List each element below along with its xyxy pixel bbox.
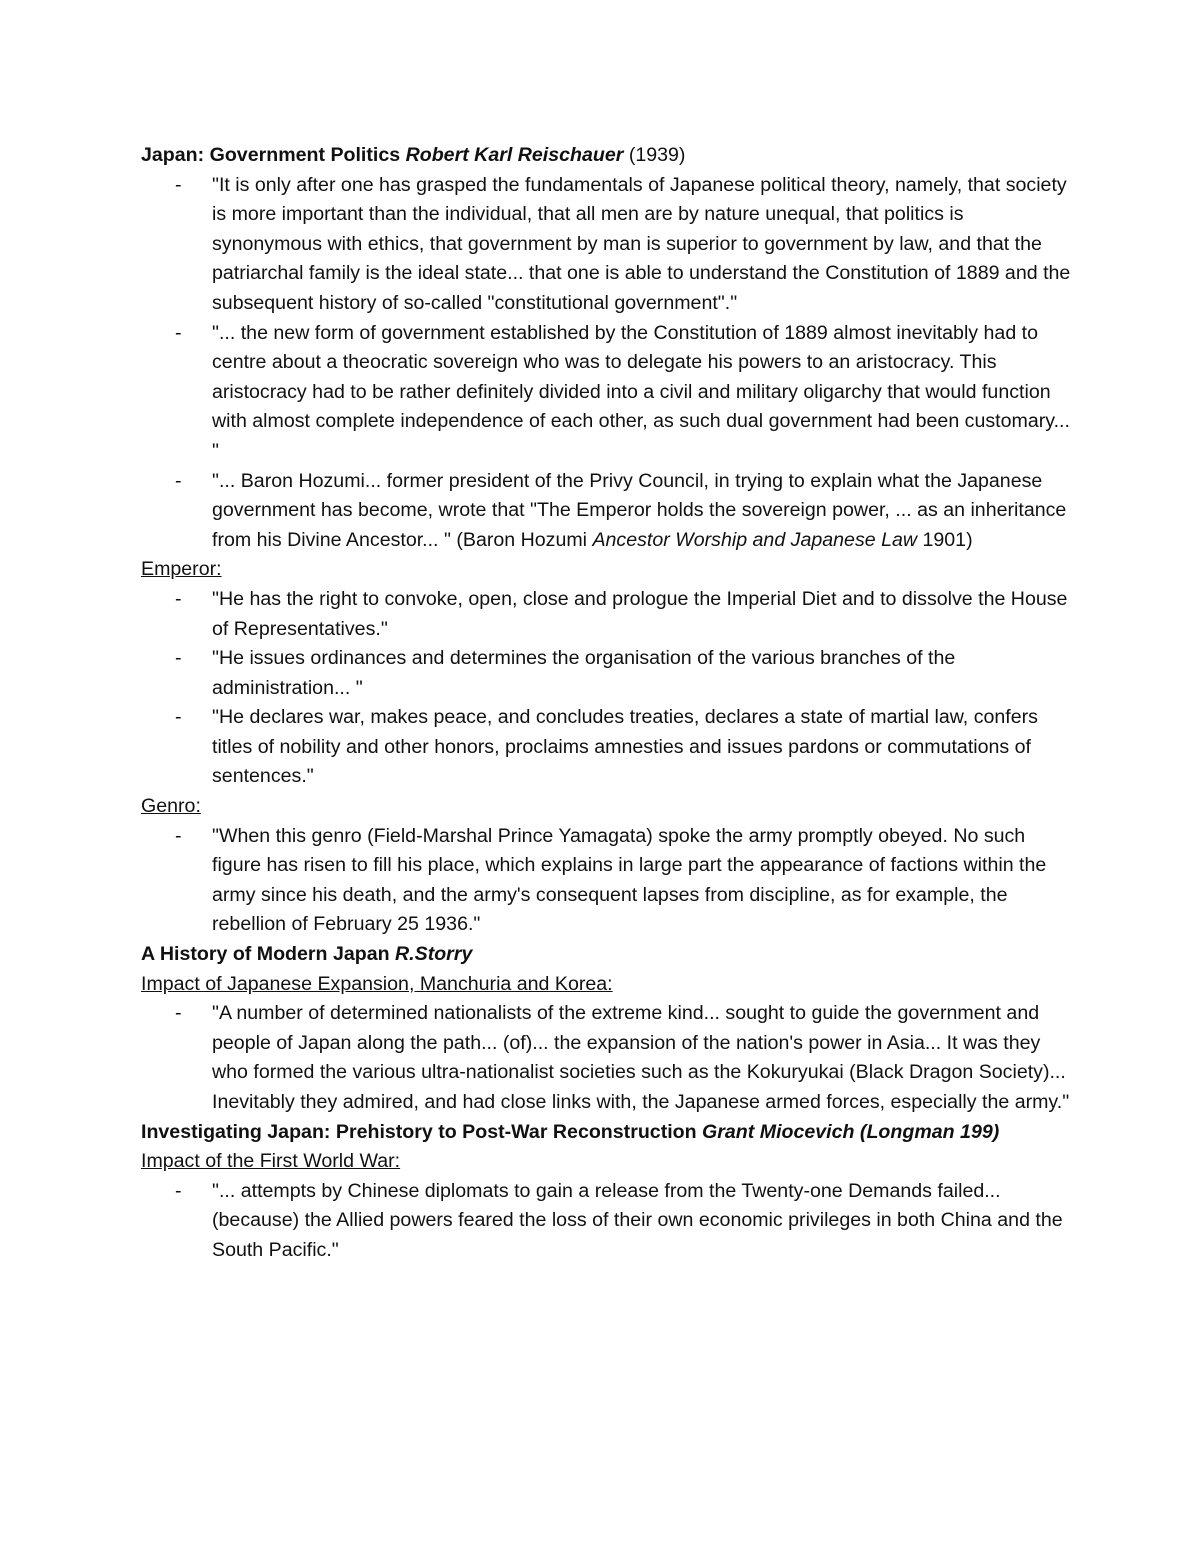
quote-text: "When this genro (Field-Marshal Prince Yamagata) spoke the army promptly obeyed. No such figure has risen to fill his place, which explains in large part the appearance of factions within the army since his death, and the army's consequent lapses from discipline, as for example, the rebellion of February 25 1936." (212, 824, 1047, 936)
quote-text: 1901) (917, 528, 973, 551)
bullet-dash: - (175, 706, 182, 729)
quote-text: "It is only after one has grasped the fundamentals of Japanese political theory, namely, that society is more important than the individual, that all men are by nature unequal, that politics is synonymous with ethics, that government by man is superior to government by law, and that the patriarchal family is the ideal state... that one is able to understand the Constitution of 1889 and the subsequent history of so-called "constitutional government"." (212, 173, 1071, 314)
list-item (141, 822, 1071, 940)
subheading-emperor: Emperor: (141, 558, 222, 581)
bullet-dash: - (175, 824, 182, 847)
bullet-dash: - (175, 1002, 182, 1025)
quote-text: "... attempts by Chinese diplomats to gain a release from the Twenty-one Demands failed... (because) the Allied powers feared the loss of their own economic privileges in both China and the South Pacific." (212, 1179, 1063, 1261)
subheading-expansion: Impact of Japanese Expansion, Manchuria and Korea: (141, 972, 613, 995)
list-item (141, 644, 1071, 703)
source-heading-miocevich (141, 1118, 1071, 1148)
subheading-first-world-war: Impact of the First World War: (141, 1150, 401, 1173)
quote-text: "He issues ordinances and determines the organisation of the various branches of the administration... " (212, 647, 956, 699)
quote-text: "A number of determined nationalists of the extreme kind... sought to guide the government and people of Japan along the path... (of)... the expansion of the nation's power in Asia... It was they who formed the various ultra-nationalist societies such as the Kokuryukai (Black Dragon Society)... Inevitably they admired, and had close links with, the Japanese armed forces, especially the army." (212, 1002, 1070, 1113)
list-item (141, 1177, 1071, 1266)
source-year: (1939) (623, 144, 686, 166)
subheading-genro: Genro: (141, 795, 201, 818)
bullet-dash: - (175, 469, 182, 492)
list-item (141, 467, 1071, 556)
bullet-dash: - (175, 587, 182, 610)
quote-text: "... Baron Hozumi... former president of the Privy Council, in trying to explain what the Japanese government has become, wrote that "The Emperor holds the sovereign power, ... as an inheritance from his Divine Ancestor... " (Baron Hozumi (212, 469, 1067, 551)
source-title: Investigating Japan: Prehistory to Post-War Reconstruction (141, 1120, 703, 1143)
quote-list-storry (141, 999, 1071, 1117)
list-item (141, 171, 1071, 319)
source-title: Japan: Government Politics (141, 144, 406, 166)
document-body (141, 141, 1071, 1266)
quote-text: "... the new form of government established by the Constitution of 1889 almost inevitably had to centre about a theocratic sovereign who was to delegate his powers to an aristocracy. This aristocracy had to be rather definitely divided into a civil and military oligarchy that would function with almost complete independence of each other, as such dual government had been customary... " (212, 321, 1070, 462)
quote-list-reischauer (141, 171, 1071, 556)
quote-list-genro (141, 822, 1071, 940)
list-item (141, 585, 1071, 644)
bullet-dash: - (175, 647, 182, 670)
list-item (141, 319, 1071, 467)
bullet-dash: - (175, 173, 182, 196)
bullet-dash: - (175, 321, 182, 344)
book-title: Ancestor Worship and Japanese Law (592, 528, 918, 551)
source-title: A History of Modern Japan (141, 943, 396, 966)
quote-list-emperor (141, 585, 1071, 792)
source-author: Robert Karl Reischauer (405, 144, 624, 166)
source-heading-reischauer (141, 141, 1071, 171)
bullet-dash: - (175, 1179, 182, 1202)
quote-list-miocevich (141, 1177, 1071, 1266)
quote-text: "He has the right to convoke, open, close and prologue the Imperial Diet and to dissolve the House of Representatives." (212, 587, 1068, 640)
list-item (141, 999, 1071, 1117)
source-author: Grant Miocevich (Longman 199) (702, 1120, 1000, 1143)
source-author: R.Storry (395, 943, 473, 966)
quote-text: "He declares war, makes peace, and concludes treaties, declares a state of martial law, confers titles of nobility and other honors, proclaims amnesties and issues pardons or commutations of sentences." (212, 706, 1038, 788)
source-heading-storry (141, 940, 1071, 970)
list-item (141, 703, 1071, 792)
